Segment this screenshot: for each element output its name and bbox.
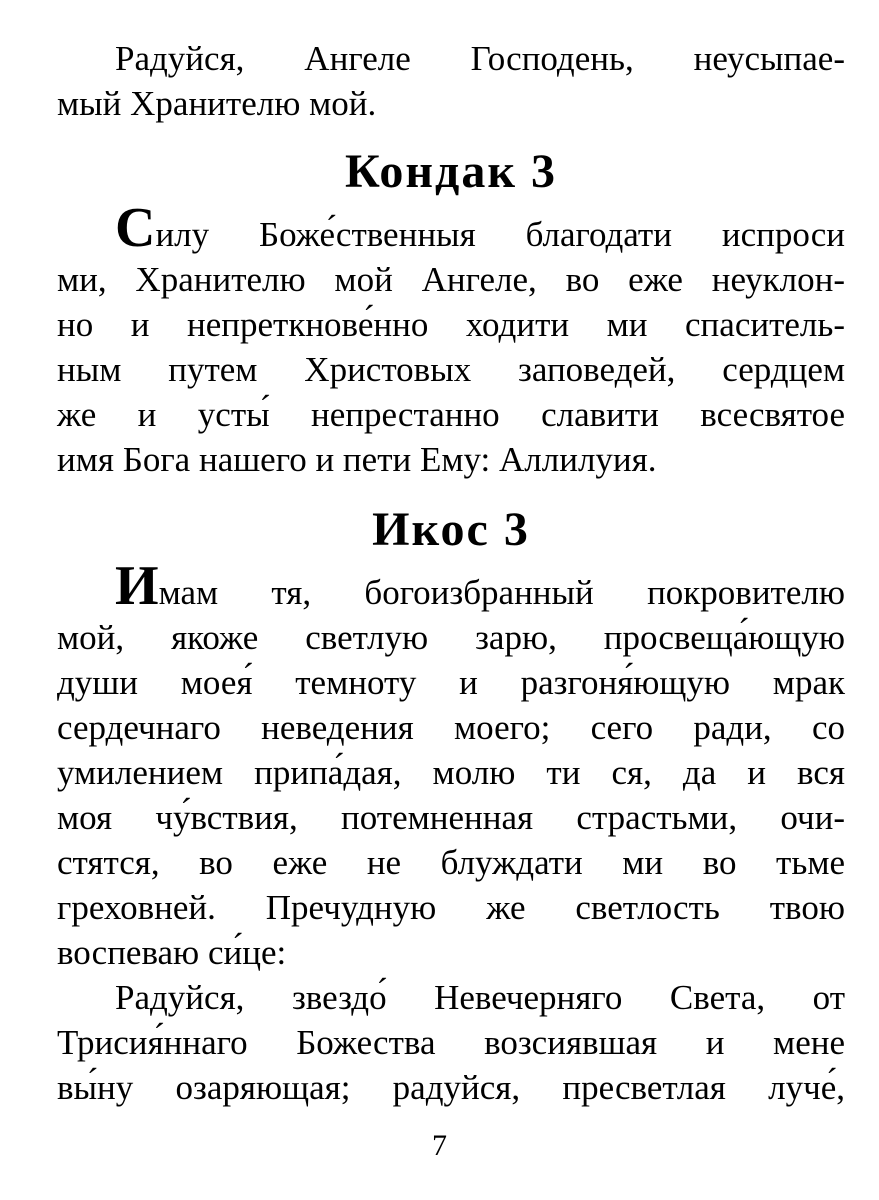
ikos-text-line: моя чу́вствия, потемненная страстьми, очи- [57, 798, 845, 837]
ikos-text-line: мой, якоже светлую зарю, просвеща́ющую [57, 618, 845, 657]
kondak-text-line: имя Бога нашего и пети Ему: Аллилуия. [57, 440, 657, 479]
ikos-text-line: сердечнаго неведения моего; сего ради, со [57, 708, 845, 747]
page-number: 7 [432, 1129, 447, 1162]
ikos-text-line: души моея́ темноту и разгоня́ющую мрак [57, 663, 845, 702]
refrain-start-line: Трисия́ннаго Божества возсиявшая и мене [57, 1023, 845, 1062]
ikos-text-line [57, 555, 845, 617]
ikos-text-line: стятся, во еже не блуждати ми во тьме [57, 843, 845, 882]
page-content [57, 36, 845, 1110]
ikos-text-line: воспеваю си́це: [57, 933, 287, 972]
refrain-start-line: Радуйся, звездо́ Невечерняго Света, от [115, 978, 845, 1017]
refrain-ending-line: мый Хранителю мой. [57, 84, 377, 123]
kondak-text-line [57, 197, 845, 259]
ikos-line-text: мам тя, богоизбранный покровителю [158, 573, 845, 612]
kondak-text-line: ми, Хранителю мой Ангеле, во еже неуклон- [57, 260, 845, 299]
refrain-ending-line: Радуйся, Ангеле Господень, неусыпае- [115, 39, 845, 78]
kondak-3-heading: Кондак 3 [344, 145, 557, 198]
kondak-line-text: илу Боже́ственныя благодати испроси [155, 215, 845, 254]
refrain-start-line: вы́ну озаряющая; радуйся, пресветлая луче́, [57, 1068, 845, 1107]
kondak-text-line: же и усты́ непрестанно славити всесвятое [57, 395, 845, 434]
ikos-text-line: греховней. Пречудную же светлость твою [57, 888, 845, 927]
kondak-text-line: но и непреткнове́нно ходити ми спаситель- [57, 305, 845, 344]
kondak-text-line: ным путем Христовых заповедей, сердцем [57, 350, 845, 389]
drop-cap-initial: И [115, 555, 159, 617]
ikos-3-heading: Икос 3 [372, 503, 530, 556]
ikos-text-line: умилением припа́дая, молю ти ся, да и вся [57, 753, 845, 792]
drop-cap-initial: С [115, 197, 156, 259]
